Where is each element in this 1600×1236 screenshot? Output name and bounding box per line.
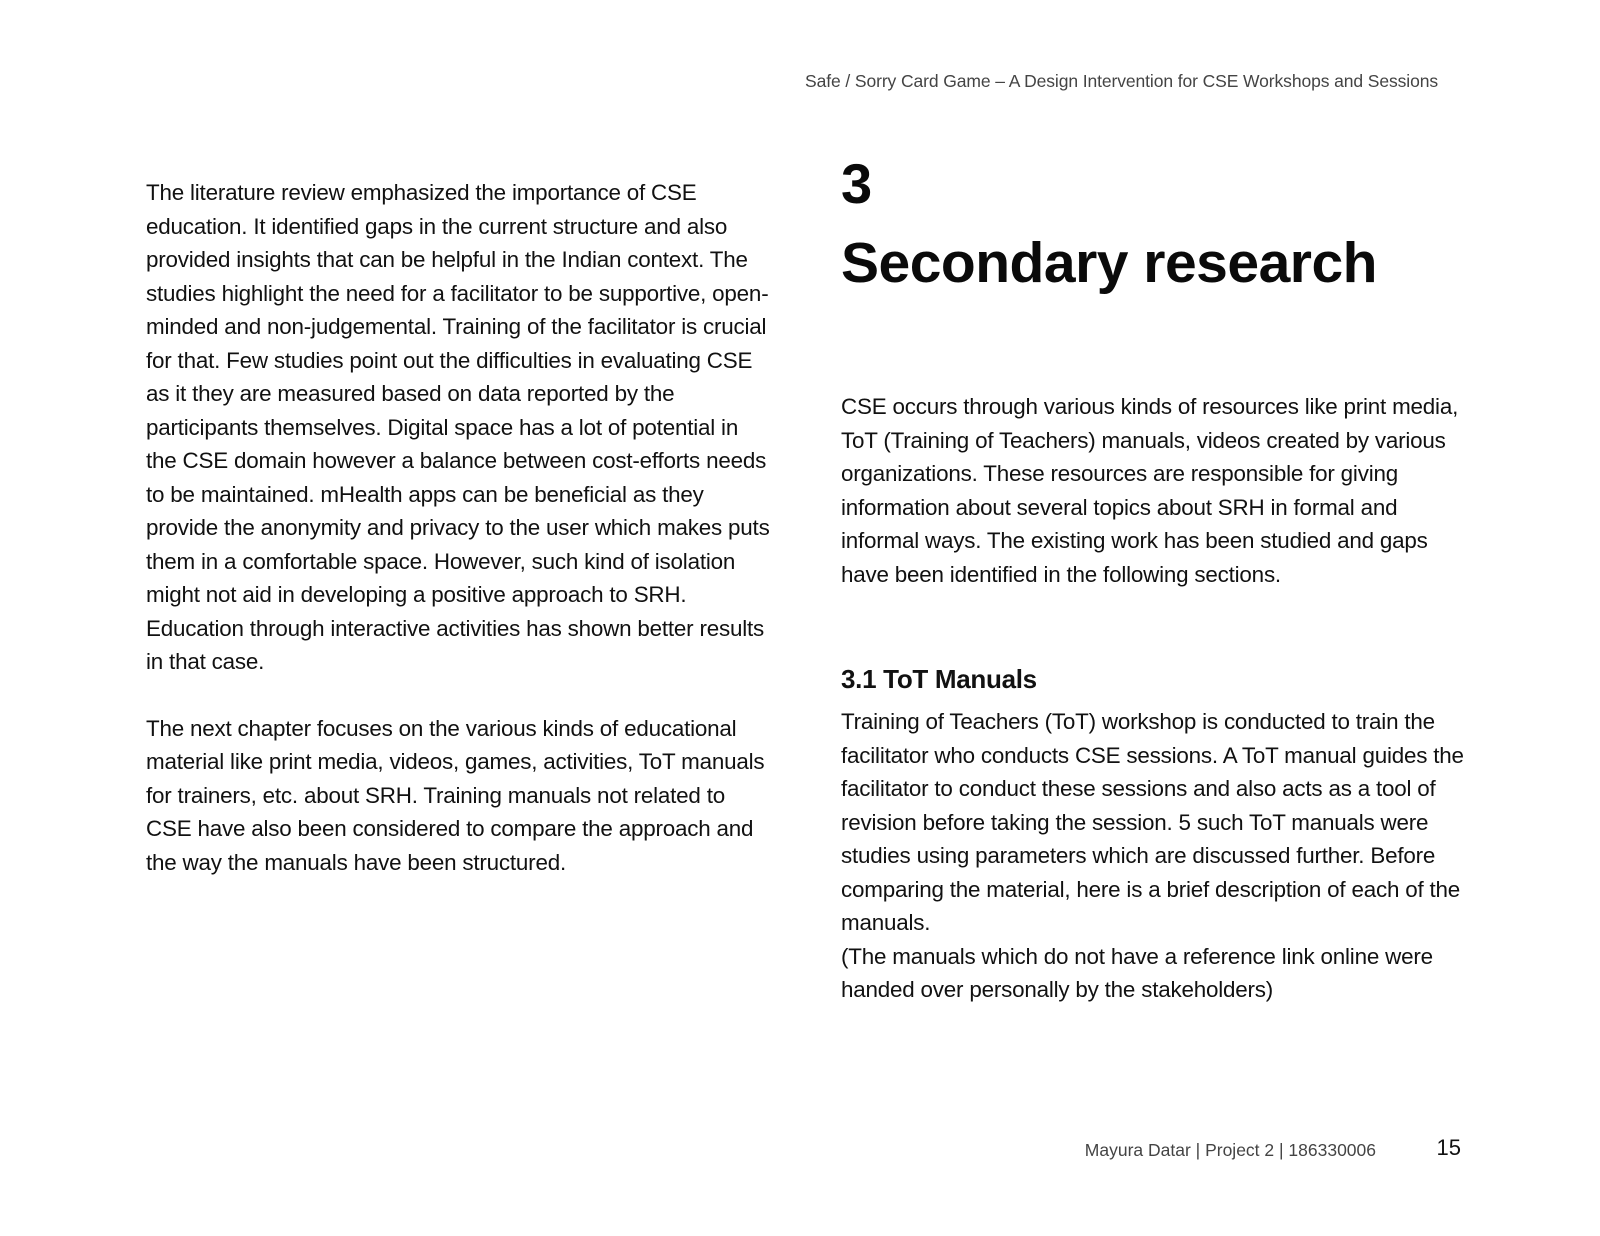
section-paragraph bbox=[841, 705, 1466, 1007]
next-chapter-paragraph: The next chapter focuses on the various kinds of educational material like print media, videos, games, activities, ToT manuals for trainers, etc. about SRH. Training manuals not related to CSE have also been considered to compare the approach and the way the manuals have been structured. bbox=[146, 715, 765, 875]
section-heading: 3.1 ToT Manuals bbox=[841, 664, 1037, 694]
footer-author-line: Mayura Datar | Project 2 | 186330006 bbox=[1084, 1140, 1376, 1160]
chapter-intro-paragraph: CSE occurs through various kinds of resources like print media, ToT (Training of Teachers) manuals, videos created by various organizations. These resources are responsible for giving information about several topics about SRH in formal and informal ways. The existing work has been studied and gaps have been identified in the following sections. bbox=[841, 394, 1459, 587]
chapter-number: 3 bbox=[841, 152, 873, 215]
left-column bbox=[146, 176, 771, 879]
running-header: Safe / Sorry Card Game – A Design Intervention for CSE Workshops and Sessions bbox=[805, 71, 1438, 91]
right-column bbox=[841, 152, 1466, 1007]
section-note-text: (The manuals which do not have a reference link online were handed over personally by the stakeholders) bbox=[841, 943, 1433, 1002]
section-body-text: Training of Teachers (ToT) workshop is conducted to train the facilitator who conducts CSE sessions. A ToT manual guides the facilitator to conduct these sessions and also acts as a tool of revision before taking the session. 5 such ToT manuals were studies using parameters which are discussed further. Before comparing the material, here is a brief description of each of the manuals. bbox=[841, 709, 1464, 935]
page-number: 15 bbox=[1436, 1135, 1461, 1160]
summary-paragraph: The literature review emphasized the importance of CSE education. It identified gaps in the current structure and also provided insights that can be helpful in the Indian context. The studies highlight the need for a facilitator to be supportive, open-minded and non-judgemental. Training of the facilitator is crucial for that. Few studies point out the difficulties in evaluating CSE as it they are measured based on data reported by the participants themselves. Digital space has a lot of potential in the CSE domain however a balance between cost-efforts needs to be maintained. mHealth apps can be beneficial as they provide the anonymity and privacy to the user which makes puts them in a comfortable space. However, such kind of isolation might not aid in developing a positive approach to SRH. Education through interactive activities has shown better results in that case. bbox=[146, 180, 770, 674]
chapter-title: Secondary research bbox=[841, 231, 1377, 295]
